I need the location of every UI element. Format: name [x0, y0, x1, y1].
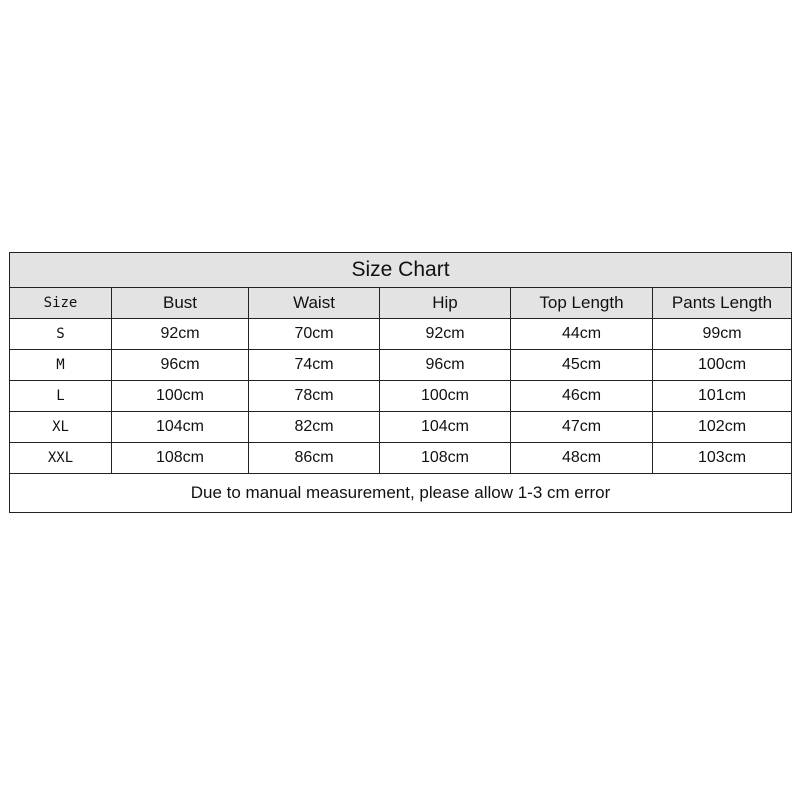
waist-cell: 74cm — [249, 350, 380, 381]
pants-length-cell: 102cm — [653, 412, 792, 443]
size-chart-table — [9, 252, 792, 513]
pants-length-cell: 101cm — [653, 381, 792, 412]
waist-cell: 82cm — [249, 412, 380, 443]
note-row — [10, 474, 792, 513]
size-cell: XXL — [10, 443, 112, 474]
top-length-cell: 48cm — [511, 443, 653, 474]
size-cell: XL — [10, 412, 112, 443]
waist-cell: 70cm — [249, 319, 380, 350]
hip-cell: 104cm — [380, 412, 511, 443]
hip-cell: 96cm — [380, 350, 511, 381]
table-row — [10, 319, 792, 350]
pants-length-cell: 103cm — [653, 443, 792, 474]
bust-cell: 92cm — [112, 319, 249, 350]
bust-cell: 100cm — [112, 381, 249, 412]
header-row — [10, 288, 792, 319]
table-row — [10, 412, 792, 443]
column-header-bust: Bust — [112, 288, 249, 319]
waist-cell: 78cm — [249, 381, 380, 412]
hip-cell: 100cm — [380, 381, 511, 412]
hip-cell: 108cm — [380, 443, 511, 474]
bust-cell: 108cm — [112, 443, 249, 474]
table-row — [10, 381, 792, 412]
bust-cell: 96cm — [112, 350, 249, 381]
waist-cell: 86cm — [249, 443, 380, 474]
pants-length-cell: 99cm — [653, 319, 792, 350]
column-header-top-length: Top Length — [511, 288, 653, 319]
hip-cell: 92cm — [380, 319, 511, 350]
table-row — [10, 443, 792, 474]
size-cell: L — [10, 381, 112, 412]
size-cell: M — [10, 350, 112, 381]
measurement-note: Due to manual measurement, please allow 1-3 cm error — [10, 474, 792, 513]
column-header-hip: Hip — [380, 288, 511, 319]
pants-length-cell: 100cm — [653, 350, 792, 381]
title-row — [10, 253, 792, 288]
top-length-cell: 46cm — [511, 381, 653, 412]
top-length-cell: 47cm — [511, 412, 653, 443]
column-header-size: Size — [10, 288, 112, 319]
top-length-cell: 44cm — [511, 319, 653, 350]
table-row — [10, 350, 792, 381]
column-header-pants-length: Pants Length — [653, 288, 792, 319]
bust-cell: 104cm — [112, 412, 249, 443]
size-cell: S — [10, 319, 112, 350]
column-header-waist: Waist — [249, 288, 380, 319]
top-length-cell: 45cm — [511, 350, 653, 381]
chart-title: Size Chart — [10, 253, 792, 288]
